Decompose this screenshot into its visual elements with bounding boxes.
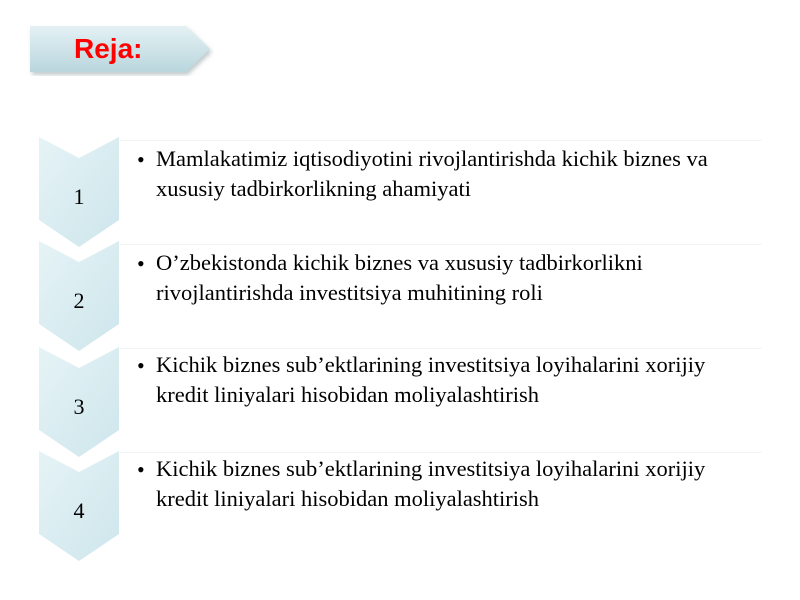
step-number: 2 bbox=[73, 288, 85, 313]
bullet: • bbox=[137, 147, 145, 172]
step-chevron-4 bbox=[38, 450, 120, 562]
step-chevron-2 bbox=[38, 240, 120, 352]
step-number: 4 bbox=[73, 498, 85, 523]
plan-item-text: O’zbekistonda kichik biznes va xususiy tadbirkorlikni rivojlantirishda investitsiya muhitining roli bbox=[156, 250, 643, 305]
plan-item-text: Mamlakatimiz iqtisodiyotini rivojlantirishda kichik biznes va xususiy tadbirkorlikning ahamiyati bbox=[156, 146, 708, 201]
plan-item-text: Kichik biznes sub’ektlarining investitsiya loyihalarini xorijiy kredit liniyalari hisobidan moliyalashtirish bbox=[156, 456, 706, 511]
bullet: • bbox=[137, 457, 145, 482]
step-number: 3 bbox=[73, 394, 85, 419]
step-number: 1 bbox=[73, 184, 85, 209]
slide-title: Reja: bbox=[74, 33, 143, 64]
step-chevron-3 bbox=[38, 346, 120, 458]
bullet: • bbox=[137, 251, 145, 276]
bullet: • bbox=[137, 353, 145, 378]
title-banner bbox=[26, 24, 214, 76]
step-chevron-1 bbox=[38, 136, 120, 248]
plan-item-text: Kichik biznes sub’ektlarining investitsiya loyihalarini xorijiy kredit liniyalari hisobidan moliyalashtirish bbox=[156, 352, 706, 407]
